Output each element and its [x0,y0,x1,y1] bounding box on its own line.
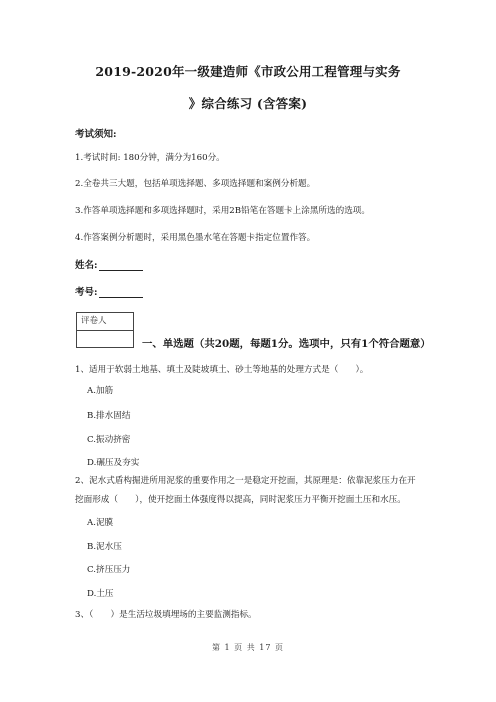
name-blank-line [99,261,143,271]
question-2-option-d: D.土压 [87,589,114,599]
notice-heading: 考试须知: [75,129,117,140]
name-field [75,257,143,271]
page-footer: 第 1 页 共 17 页 [212,643,284,652]
exam-id-blank-line [99,288,143,298]
document-title-line-1: 2019-2020年一级建造师《市政公用工程管理与实务 [95,64,401,79]
question-1-option-c: C.振动挤密 [87,435,131,445]
question-2-option-a: A.泥膜 [87,518,114,528]
question-2-option-c: C.挤压压力 [87,565,131,575]
question-1-option-a: A.加筋 [87,386,114,396]
question-1-option-d: D.碾压及夯实 [87,458,140,468]
exam-id-label: 考号: [75,287,98,298]
question-2-text-line-2: 挖面形成（ ），使开挖面土体强度得以提高，同时泥浆压力平衡开挖面土压和水压。 [75,495,406,505]
name-label: 姓名: [75,260,98,271]
grader-label: 评卷人 [77,313,133,331]
notice-item: 2.全卷共三大题，包括单项选择题、多项选择题和案例分析题。 [75,179,316,189]
question-2-text-line-1: 2、泥水式盾构掘进所用泥浆的重要作用之一是稳定开挖面，其原理是：依靠泥浆压力在开 [75,476,416,486]
question-1-option-b: B.排水固结 [87,411,131,421]
section-heading: 一、单选题（共20题，每题1分。选项中，只有1个符合题意） [142,338,431,350]
grader-box [76,312,134,348]
question-1-text: 1、适用于软弱土地基、填土及陡坡填土、砂土等地基的处理方式是（ ）。 [75,365,369,375]
notice-item: 1.考试时间: 180分钟，满分为160分。 [75,153,225,163]
question-3-text: 3、（ ）是生活垃圾填埋场的主要监测指标。 [75,610,257,620]
question-2-option-b: B.泥水压 [87,542,122,552]
notice-item: 3.作答单项选择题和多项选择题时，采用2B铅笔在答题卡上涂黑所选的选项。 [75,206,370,216]
document-title-line-2: 》综合练习 (含答案) [188,96,308,111]
notice-item: 4.作答案例分析题时，采用黑色墨水笔在答题卡指定位置作答。 [75,233,316,243]
exam-id-field [75,284,143,298]
